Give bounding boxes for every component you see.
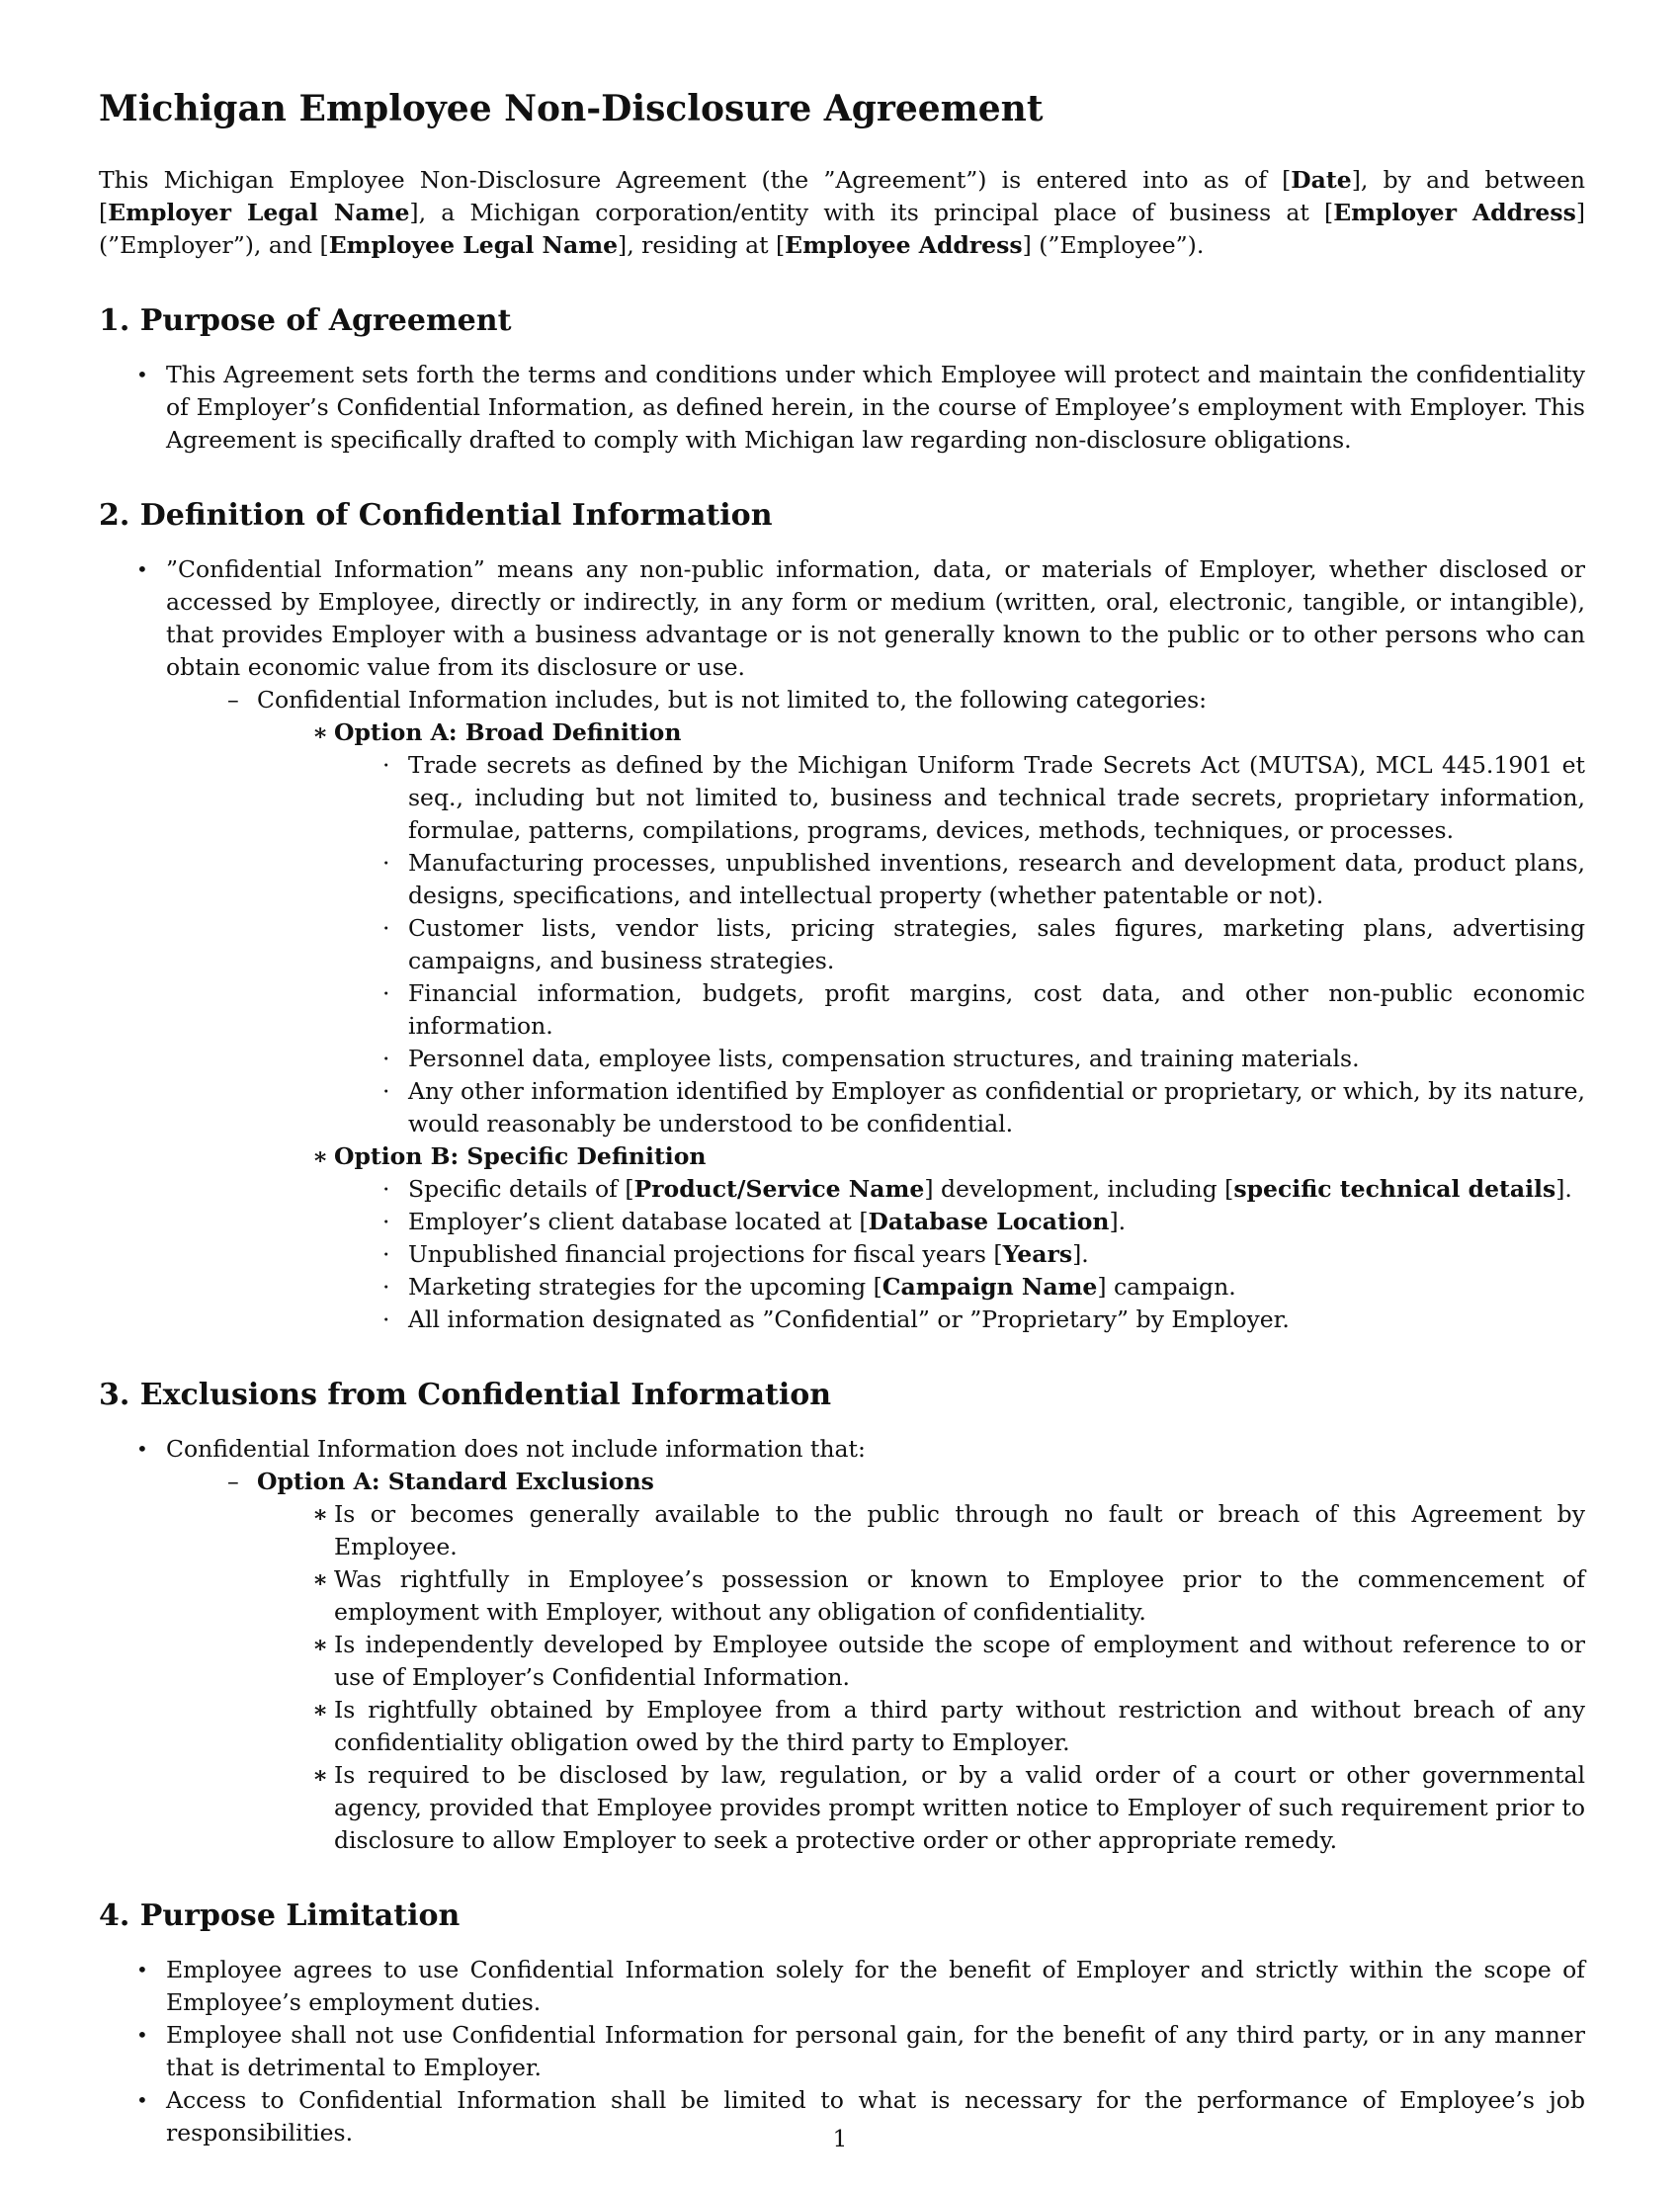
list-item xyxy=(227,1466,1585,1857)
list-item-text: Is required to be disclosed by law, regulation, or by a valid order of a court or other governmental agency, provided that Employee provides prompt written notice to Employer of such requirement prior to disclosure to allow Employer to seek a protective order or other appropriate remedy. xyxy=(334,1761,1585,1854)
option-label: Option A: Standard Exclusions xyxy=(257,1468,654,1495)
placeholder-campaign-name: Campaign Name xyxy=(882,1273,1098,1301)
section-3 xyxy=(99,1376,1585,1857)
placeholder-employer-address: Employer Address xyxy=(1333,199,1576,226)
section-2 xyxy=(99,496,1585,1336)
dash-icon: – xyxy=(227,686,239,714)
list-item-text: Financial information, budgets, profit margins, cost data, and other non-public economic information. xyxy=(408,979,1585,1040)
dot-icon: · xyxy=(382,1077,390,1105)
list-item-text: ]. xyxy=(1109,1208,1127,1235)
section-heading: 3. Exclusions from Confidential Information xyxy=(99,1378,832,1412)
bullet-icon: • xyxy=(136,2023,148,2047)
bullet-icon: • xyxy=(136,2088,148,2112)
list-item-text: Is or becomes generally available to the public through no fault or breach of this Agreement by Employee. xyxy=(334,1500,1585,1560)
list-item-text: Confidential Information does not include information that: xyxy=(166,1435,866,1463)
list-item-text: All information designated as ”Confidential” or ”Proprietary” by Employer. xyxy=(408,1305,1290,1333)
list-item xyxy=(227,684,1585,1336)
option-label: Option B: Specific Definition xyxy=(334,1142,707,1170)
intro-text: ], by and between [ xyxy=(99,166,1586,226)
document-title: Michigan Employee Non-Disclosure Agreement xyxy=(99,88,1044,129)
list-item xyxy=(99,1433,1585,1857)
list-item-text: Is independently developed by Employee outside the scope of employment and without reference to or use of Employer’s Confidential Information. xyxy=(334,1631,1585,1691)
option-label: Option A: Broad Definition xyxy=(334,718,682,746)
list-item xyxy=(380,749,1585,847)
dot-icon: · xyxy=(382,1240,390,1268)
placeholder-employee-address: Employee Address xyxy=(785,231,1023,259)
dot-icon: · xyxy=(382,1175,390,1203)
page-number: 1 xyxy=(832,2127,848,2152)
bullet-icon: • xyxy=(136,557,148,581)
dot-icon: · xyxy=(382,914,390,942)
intro-text: ], a Michigan corporation/entity with its principal place of business at [ xyxy=(409,199,1334,226)
dot-icon: · xyxy=(382,849,390,877)
list-item xyxy=(306,1563,1585,1629)
list-item-text: Was rightfully in Employee’s possession or known to Employee prior to the commencement of employment with Employer, without any obligation of confidentiality. xyxy=(334,1565,1585,1626)
list-item xyxy=(380,1206,1585,1238)
intro-paragraph xyxy=(99,164,1585,262)
asterisk-icon: ∗ xyxy=(312,1696,329,1724)
list-item-text: Customer lists, vendor lists, pricing strategies, sales figures, marketing plans, advertising campaigns, and business strategies. xyxy=(408,914,1585,974)
list-item-text: Employee shall not use Confidential Information for personal gain, for the benefit of any third party, or in any manner that is detrimental to Employer. xyxy=(166,2021,1585,2081)
list-item-text: Access to Confidential Information shall be limited to what is necessary for the performance of Employee’s job responsibilities. xyxy=(166,2086,1585,2147)
dot-icon: · xyxy=(382,1045,390,1072)
list-item xyxy=(306,1498,1585,1563)
section-1 xyxy=(99,301,1585,457)
asterisk-icon: ∗ xyxy=(312,1142,329,1170)
intro-text: ], residing at [ xyxy=(618,231,786,259)
list-item xyxy=(380,912,1585,977)
list-item-text: ]. xyxy=(1555,1175,1572,1203)
list-item xyxy=(306,1759,1585,1857)
dash-icon: – xyxy=(227,1468,239,1495)
dot-icon: · xyxy=(382,1208,390,1235)
dot-icon: · xyxy=(382,979,390,1007)
list-item-text: ] campaign. xyxy=(1097,1273,1236,1301)
list-item-text: Unpublished financial projections for fiscal years [ xyxy=(408,1240,1003,1268)
bullet-icon: • xyxy=(136,363,148,386)
list-item-text: Confidential Information includes, but is not limited to, the following categories: xyxy=(257,686,1208,714)
placeholder-technical-details: specific technical details xyxy=(1233,1175,1556,1203)
list-item-text: ]. xyxy=(1072,1240,1089,1268)
list-item xyxy=(380,1043,1585,1075)
list-item xyxy=(99,359,1585,457)
list-item xyxy=(380,977,1585,1043)
list-item-text: Trade secrets as defined by the Michigan Uniform Trade Secrets Act (MUTSA), MCL 445.1901 et seq., including but not limited to, business and technical trade secrets, proprietary information, formulae, patterns, compilations, programs, devices, methods, techniques, or processes. xyxy=(408,751,1585,844)
bullet-icon: • xyxy=(136,1437,148,1461)
asterisk-icon: ∗ xyxy=(312,718,329,746)
list-item xyxy=(380,1075,1585,1140)
list-item xyxy=(306,716,1585,1140)
list-item xyxy=(306,1694,1585,1759)
asterisk-icon: ∗ xyxy=(312,1565,329,1593)
list-item-text: Is rightfully obtained by Employee from a third party without restriction and without breach of any confidentiality obligation owed by the third party to Employer. xyxy=(334,1696,1585,1756)
section-heading: 4. Purpose Limitation xyxy=(99,1898,461,1933)
list-item xyxy=(380,1304,1585,1336)
placeholder-product-name: Product/Service Name xyxy=(633,1175,925,1203)
list-item xyxy=(99,1954,1585,2019)
list-item-text: Any other information identified by Employer as confidential or proprietary, or which, by its nature, would reasonably be understood to be confidential. xyxy=(408,1077,1585,1137)
document-page xyxy=(99,87,1585,2189)
list-item xyxy=(380,1238,1585,1271)
list-item xyxy=(306,1629,1585,1694)
list-item-text: Employee agrees to use Confidential Information solely for the benefit of Employer and strictly within the scope of Employee’s employment duties. xyxy=(166,1956,1585,2016)
list-item-text: Specific details of [ xyxy=(408,1175,634,1203)
list-item-text: Personnel data, employee lists, compensation structures, and training materials. xyxy=(408,1045,1360,1072)
list-item-text: Marketing strategies for the upcoming [ xyxy=(408,1273,882,1301)
list-item xyxy=(99,553,1585,1336)
placeholder-employee-name: Employee Legal Name xyxy=(328,231,619,259)
asterisk-icon: ∗ xyxy=(312,1761,329,1789)
list-item-text: ”Confidential Information” means any non-public information, data, or materials of Employer, whether disclosed or accessed by Employee, directly or indirectly, in any form or medium (written, oral, electronic, tangible, or intangible), that provides Employer with a business advantage or is not generally known to the public or to other persons who can obtain economic value from its disclosure or use. xyxy=(166,555,1585,681)
list-item-text: ] development, including [ xyxy=(924,1175,1234,1203)
list-item xyxy=(99,2019,1585,2084)
asterisk-icon: ∗ xyxy=(312,1631,329,1658)
section-4 xyxy=(99,1896,1585,2149)
list-item xyxy=(380,847,1585,912)
placeholder-database-location: Database Location xyxy=(868,1208,1110,1235)
intro-text: This Michigan Employee Non-Disclosure Agreement (the ”Agreement”) is entered into as of [ xyxy=(99,166,1292,194)
placeholder-employer-name: Employer Legal Name xyxy=(108,199,410,226)
list-item-text: Manufacturing processes, unpublished inventions, research and development data, product plans, designs, specifications, and intellectual property (whether patentable or not). xyxy=(408,849,1585,909)
intro-text: ] (”Employer”), and [ xyxy=(99,199,1585,259)
asterisk-icon: ∗ xyxy=(312,1500,329,1528)
dot-icon: · xyxy=(382,1305,390,1333)
placeholder-years: Years xyxy=(1002,1240,1073,1268)
bullet-icon: • xyxy=(136,1958,148,1981)
dot-icon: · xyxy=(382,751,390,779)
list-item-text: This Agreement sets forth the terms and conditions under which Employee will protect and maintain the confidentiality of Employer’s Confidential Information, as defined herein, in the course of Employee’s employment with Employer. This Agreement is specifically drafted to comply with Michigan law regarding non-disclosure obligations. xyxy=(166,361,1585,454)
list-item-text: Employer’s client database located at [ xyxy=(408,1208,869,1235)
dot-icon: · xyxy=(382,1273,390,1301)
intro-text: ] (”Employee”). xyxy=(1022,231,1205,259)
list-item xyxy=(380,1173,1585,1206)
section-heading: 1. Purpose of Agreement xyxy=(99,303,512,338)
list-item xyxy=(380,1271,1585,1304)
list-item xyxy=(306,1140,1585,1336)
placeholder-date: Date xyxy=(1291,166,1352,194)
section-heading: 2. Definition of Confidential Information xyxy=(99,498,773,533)
